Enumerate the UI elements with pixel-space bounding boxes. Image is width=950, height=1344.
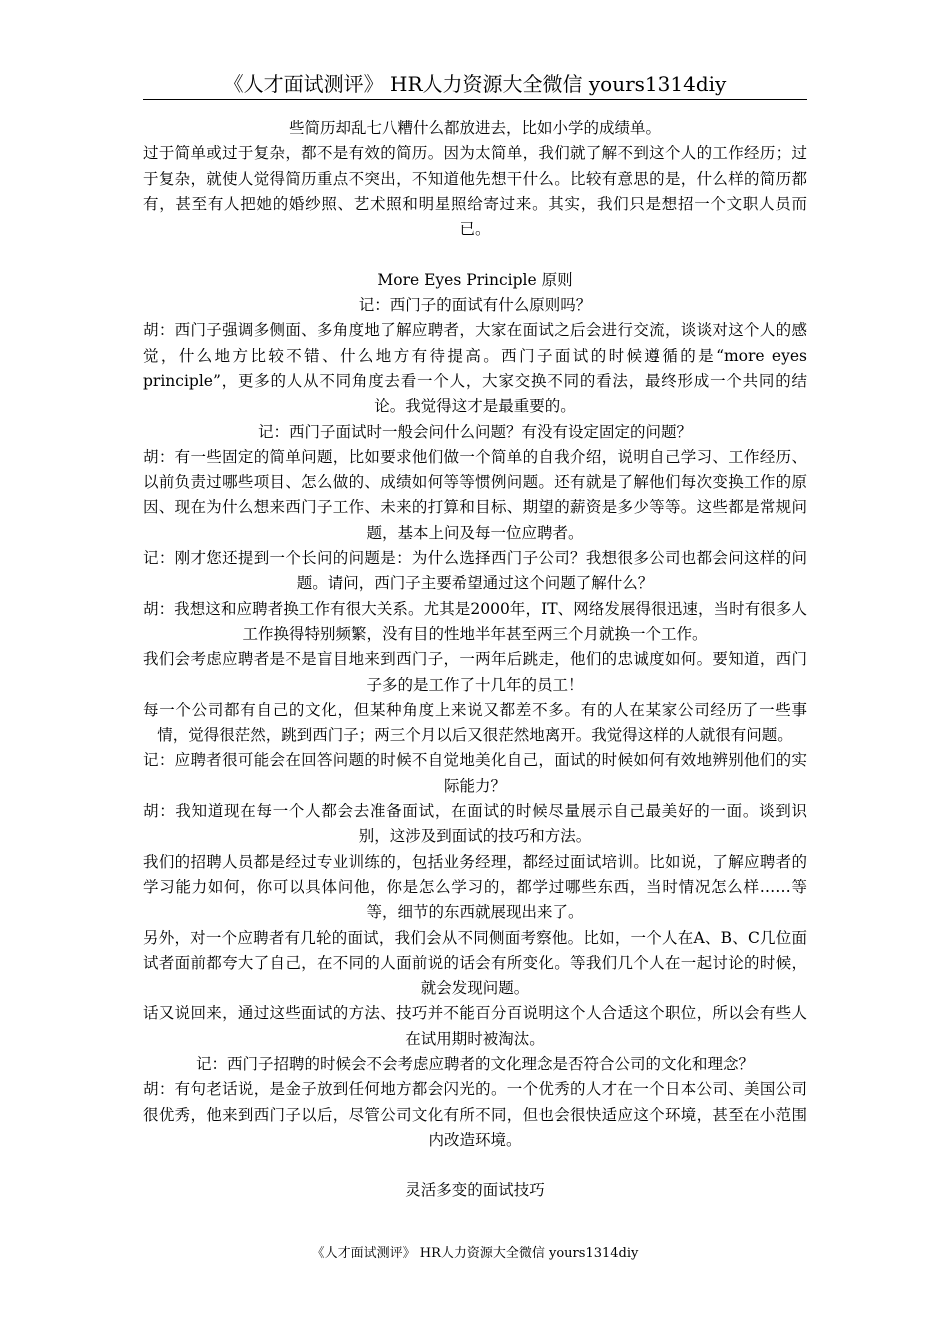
paragraph: 胡：我知道现在每一个人都会去准备面试，在面试的时候尽量展示自己最美好的一面。谈到识别，这涉及到面试的技巧和方法。 <box>143 802 807 846</box>
paragraph: 些简历却乱七八糟什么都放进去，比如小学的成绩单。 <box>288 119 661 137</box>
paragraph: 我们的招聘人员都是经过专业训练的，包括业务经理，都经过面试培训。比如说，了解应聘者的学习能力如何，你可以具体问他，你是怎么学习的，都学过哪些东西，当时情况怎么样……等等，细节的东西就展现出来了。 <box>143 852 807 922</box>
paragraph: 胡：有句老话说，是金子放到任何地方都会闪光的。一个优秀的人才在一个日本公司、美国公司很优秀，他来到西门子以后，尽管公司文化有所不同，但也会很快适应这个环境，甚至在小范围内改造环境。 <box>143 1080 807 1149</box>
blank-line <box>143 242 807 267</box>
section-heading: More Eyes Principle 原则 <box>377 270 573 289</box>
blank-line <box>143 1153 807 1178</box>
paragraph: 记：西门子的面试有什么原则吗？ <box>358 296 592 315</box>
page-footer: 《人才面试测评》 HR人力资源大全微信 yours1314diy <box>311 1246 639 1261</box>
paragraph: 记：西门子招聘的时候会不会考虑应聘者的文化理念是否符合公司的文化和理念？ <box>195 1054 754 1073</box>
paragraph: 胡：有一些固定的简单问题，比如要求他们做一个简单的自我介绍，说明自己学习、工作经历、以前负责过哪些项目、怎么做的、成绩如何等等惯例问题。还有就是了解他们每次变换工作的原因、现在为什么想来西门子工作、未来的打算和目标、期望的薪资是多少等等。这些都是常规问题，基本上问及每一位应聘者。 <box>143 447 807 542</box>
paragraph: 记：刚才您还提到一个长问的问题是：为什么选择西门子公司？我想很多公司也都会问这样的问题。请问，西门子主要希望通过这个问题了解什么？ <box>143 549 807 593</box>
paragraph: 记：应聘者很可能会在回答问题的时候不自觉地美化自己，面试的时候如何有效地辨别他们的实际能力？ <box>143 751 807 795</box>
paragraph: 每一个公司都有自己的文化，但某种角度上来说又都差不多。有的人在某家公司经历了一些事情，觉得很茫然，跳到西门子；两三个月以后又很茫然地离开。我觉得这样的人就很有问题。 <box>143 700 807 745</box>
paragraph: 胡：我想这和应聘者换工作有很大关系。尤其是2000年，IT、网络发展得很迅速，当时有很多人工作换得特别频繁，没有目的性地半年甚至两三个月就换一个工作。 <box>143 599 807 643</box>
paragraph: 胡：西门子强调多侧面、多角度地了解应聘者，大家在面试之后会进行交流，谈谈对这个人的感觉，什么地方比较不错、什么地方有待提高。西门子面试的时候遵循的是“more eyes principle”，更多的人从不同角度去看一个人，大家交换不同的看法，最终形成一个共同的结论。我觉得这才是最重要的。 <box>143 321 807 416</box>
paragraph: 话又说回来，通过这些面试的方法、技巧并不能百分百说明这个人合适这个职位，所以会有些人在试用期时被淘汰。 <box>143 1004 807 1048</box>
paragraph: 记：西门子面试时一般会问什么问题？有没有设定固定的问题？ <box>257 422 692 441</box>
page-header: 《人才面试测评》 HR人力资源大全微信 yours1314diy <box>143 70 807 100</box>
paragraph: 过于简单或过于复杂，都不是有效的简历。因为太简单，我们就了解不到这个人的工作经历；过于复杂，就使人觉得简历重点不突出，不知道他先想干什么。比较有意思的是，什么样的简历都有，甚至有人把她的婚纱照、艺术照和明星照给寄过来。其实，我们只是想招一个文职人员而已。 <box>143 144 807 239</box>
paragraph: 我们会考虑应聘者是不是盲目地来到西门子，一两年后跳走，他们的忠诚度如何。要知道，西门子多的是工作了十几年的员工！ <box>143 650 807 694</box>
paragraph: 另外，对一个应聘者有几轮的面试，我们会从不同侧面考察他。比如，一个人在A、B、C几位面试者面前都夸大了自己，在不同的人面前说的话会有所变化。等我们几个人在一起讨论的时候，就会发现问题。 <box>143 928 807 998</box>
document-body <box>143 116 807 1204</box>
section-heading: 灵活多变的面试技巧 <box>405 1181 545 1200</box>
